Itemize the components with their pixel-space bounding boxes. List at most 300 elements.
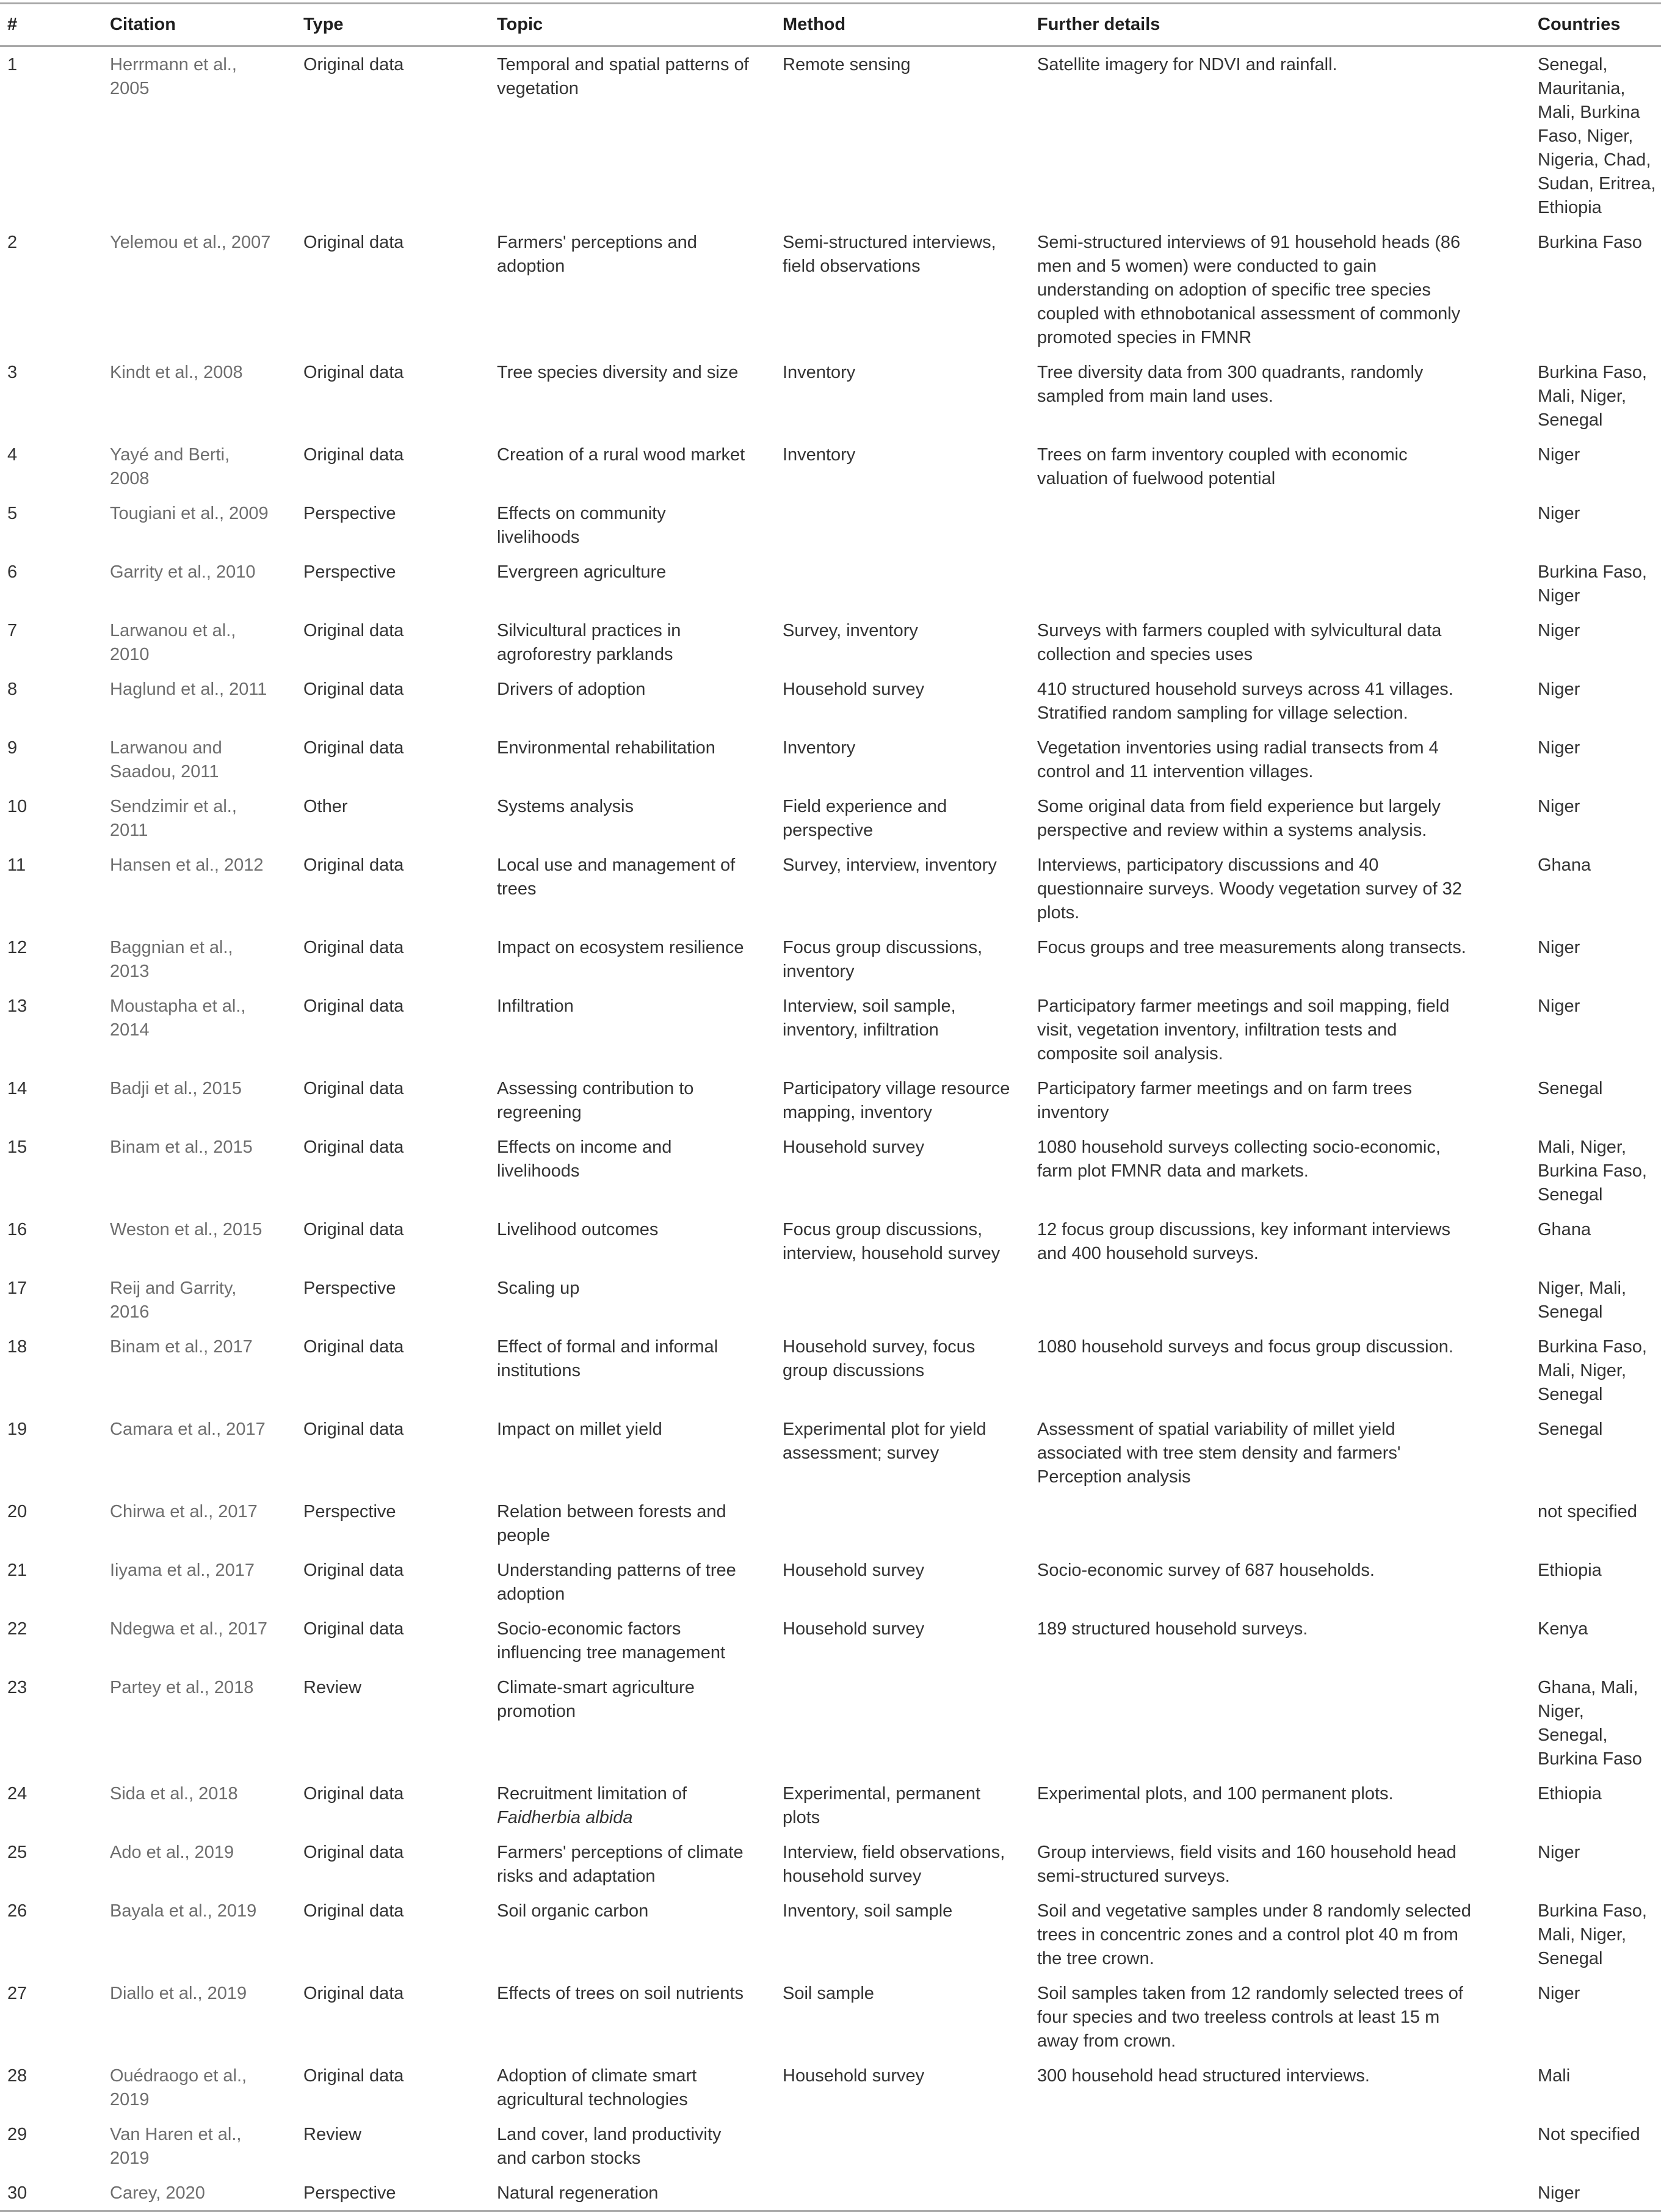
citation-cell-text: Larwanou and Saadou, 2011 [110, 738, 222, 781]
row-number [0, 1271, 103, 1329]
method-cell-text: Inventory, soil sample [783, 1901, 953, 1921]
method-cell-text: Household survey, focus group discussions [783, 1337, 975, 1380]
row-number [0, 988, 103, 1071]
countries-cell-text: Not specified [1538, 2125, 1640, 2144]
details-cell [1030, 554, 1530, 613]
type-cell-text: Original data [303, 1984, 404, 2003]
countries-cell-text: Niger [1538, 738, 1580, 758]
topic-cell-text: Effects of trees on soil nutrients [497, 1984, 744, 2003]
method-cell-text: Interview, soil sample, inventory, infiltration [783, 996, 956, 1040]
row-number [0, 2058, 103, 2117]
topic-cell-text: Effect of formal and informal institutions [497, 1337, 718, 1380]
method-cell-text: Household survey [783, 680, 925, 699]
details-cell-text: Semi-structured interviews of 91 household heads (86 men and 5 women) were conducted to gain understanding on adoption of specific tree species coupled with ethnobotanical assessment of commonly promoted species in FMNR [1037, 233, 1461, 347]
citation-cell [103, 1835, 296, 1893]
table-row [0, 988, 1661, 1071]
method-cell [775, 1071, 1030, 1130]
row-number [0, 672, 103, 730]
citation-cell [103, 988, 296, 1071]
topic-cell-text: Systems analysis [497, 797, 634, 816]
topic-cell-text: Impact on millet yield [497, 1420, 662, 1439]
citation-cell [103, 46, 296, 225]
citation-cell [103, 355, 296, 437]
topic-cell-text: Local use and management of trees [497, 855, 736, 899]
type-cell [296, 225, 490, 355]
row-number [0, 496, 103, 554]
method-cell-text: Household survey [783, 1137, 925, 1157]
topic-cell-text: Natural regeneration [497, 2183, 659, 2203]
topic-cell [490, 613, 775, 672]
citation-cell-text: Bayala et al., 2019 [110, 1901, 257, 1921]
type-cell [296, 1071, 490, 1130]
row-number [0, 355, 103, 437]
method-cell [775, 1893, 1030, 1976]
citation-cell-text: Herrmann et al., 2005 [110, 55, 237, 98]
citation-cell [103, 1212, 296, 1271]
countries-cell-text: Senegal [1538, 1420, 1603, 1439]
countries-cell-text: Mali, Niger, Burkina Faso, Senegal [1538, 1137, 1647, 1205]
details-cell-text: Tree diversity data from 300 quadrants, randomly sampled from main land uses. [1037, 363, 1424, 406]
type-cell [296, 730, 490, 789]
type-cell [296, 496, 490, 554]
topic-cell-text: Adoption of climate smart agricultural technologies [497, 2066, 697, 2109]
row-number [0, 46, 103, 225]
citation-cell [103, 1553, 296, 1611]
citation-cell-text: Chirwa et al., 2017 [110, 1502, 258, 1521]
details-cell [1030, 2117, 1530, 2175]
countries-cell [1530, 1893, 1661, 1976]
details-cell [1030, 847, 1530, 930]
table-row [0, 1893, 1661, 1976]
details-cell [1030, 1329, 1530, 1412]
type-cell [296, 2058, 490, 2117]
method-cell [775, 1494, 1030, 1553]
countries-cell-text: Burkina Faso, Mali, Niger, Senegal [1538, 363, 1647, 430]
topic-cell [490, 496, 775, 554]
countries-cell [1530, 613, 1661, 672]
row-number [0, 1893, 103, 1976]
row-number [0, 2175, 103, 2211]
topic-cell [490, 1776, 775, 1835]
citation-cell-text: Yelemou et al., 2007 [110, 233, 271, 252]
type-cell [296, 1329, 490, 1412]
type-cell-text: Original data [303, 1220, 404, 1239]
countries-cell [1530, 46, 1661, 225]
row-number [0, 789, 103, 847]
citation-cell [103, 1776, 296, 1835]
row-number [0, 613, 103, 672]
countries-cell-text: Burkina Faso, Mali, Niger, Senegal [1538, 1337, 1647, 1404]
citation-cell [103, 1329, 296, 1412]
table-row [0, 1976, 1661, 2058]
countries-cell-text: Burkina Faso, Mali, Niger, Senegal [1538, 1901, 1647, 1968]
type-cell-text: Original data [303, 1784, 404, 1804]
table-row [0, 2175, 1661, 2211]
countries-cell [1530, 988, 1661, 1071]
method-cell [775, 730, 1030, 789]
method-cell [775, 1611, 1030, 1670]
citation-cell [103, 613, 296, 672]
citation-cell-text: Kindt et al., 2008 [110, 363, 243, 382]
topic-cell-text: Climate-smart agriculture promotion [497, 1678, 695, 1721]
row-number [0, 847, 103, 930]
method-cell-text: Participatory village resource mapping, inventory [783, 1079, 1010, 1122]
type-cell-text: Perspective [303, 1278, 396, 1298]
topic-cell-text: Understanding patterns of tree adoption [497, 1561, 736, 1604]
table-row [0, 847, 1661, 930]
details-cell-text: 12 focus group discussions, key informant interviews and 400 household surveys. [1037, 1220, 1450, 1263]
method-cell-text: Soil sample [783, 1984, 874, 2003]
type-cell [296, 2117, 490, 2175]
header-further-details: Further details [1037, 15, 1160, 34]
countries-cell-text: Senegal, Mauritania, Mali, Burkina Faso, Niger, Nigeria, Chad, Sudan, Eritrea, Ethiopia [1538, 55, 1656, 217]
method-cell-text: Field experience and perspective [783, 797, 947, 840]
header-countries: Countries [1538, 15, 1621, 34]
countries-cell [1530, 1271, 1661, 1329]
citation-cell [103, 1412, 296, 1494]
details-cell-text: Soil and vegetative samples under 8 randomly selected trees in concentric zones and a control plot 40 m from the tree crown. [1037, 1901, 1471, 1968]
details-cell [1030, 1412, 1530, 1494]
header-method: Method [783, 15, 846, 34]
details-cell [1030, 789, 1530, 847]
countries-cell [1530, 1835, 1661, 1893]
type-cell-text: Original data [303, 680, 404, 699]
citation-cell-text: Binam et al., 2015 [110, 1137, 253, 1157]
table-row [0, 1670, 1661, 1776]
method-cell-text: Remote sensing [783, 55, 911, 74]
type-cell-text: Review [303, 1678, 362, 1697]
type-cell [296, 1611, 490, 1670]
topic-cell-text: Evergreen agriculture [497, 562, 667, 582]
countries-cell [1530, 2117, 1661, 2175]
details-cell [1030, 1130, 1530, 1212]
details-cell [1030, 1835, 1530, 1893]
type-cell-text: Original data [303, 1079, 404, 1098]
table-row [0, 2058, 1661, 2117]
citation-cell-text: Yayé and Berti, 2008 [110, 445, 230, 488]
topic-cell-text: Farmers' perceptions of climate risks and adaptation [497, 1843, 744, 1886]
citation-cell [103, 789, 296, 847]
method-cell [775, 2058, 1030, 2117]
method-cell [775, 1670, 1030, 1776]
method-cell [775, 1553, 1030, 1611]
type-cell-text: Original data [303, 363, 404, 382]
topic-cell-text: Effects on community livelihoods [497, 504, 666, 547]
details-cell [1030, 988, 1530, 1071]
details-cell-text: Some original data from field experience but largely perspective and review within a systems analysis. [1037, 797, 1441, 840]
type-cell [296, 1271, 490, 1329]
citation-cell [103, 1130, 296, 1212]
topic-cell [490, 1329, 775, 1412]
type-cell [296, 672, 490, 730]
type-cell [296, 1130, 490, 1212]
details-cell [1030, 613, 1530, 672]
citation-cell-text: Moustapha et al., 2014 [110, 996, 246, 1040]
row-number-text: 2 [7, 233, 18, 252]
details-cell-text: Group interviews, field visits and 160 household head semi-structured surveys. [1037, 1843, 1457, 1886]
header-topic: Topic [497, 15, 543, 34]
method-cell [775, 554, 1030, 613]
citation-cell-text: Carey, 2020 [110, 2183, 205, 2203]
type-cell [296, 789, 490, 847]
method-cell [775, 1976, 1030, 2058]
countries-cell [1530, 930, 1661, 988]
table-row [0, 1553, 1661, 1611]
type-cell-text: Original data [303, 621, 404, 640]
topic-cell [490, 46, 775, 225]
method-cell-text: Household survey [783, 1561, 925, 1580]
method-cell [775, 988, 1030, 1071]
countries-cell-text: Burkina Faso, Niger [1538, 562, 1647, 606]
type-cell-text: Original data [303, 55, 404, 74]
header-type: Type [303, 15, 344, 34]
countries-cell-text: Niger [1538, 504, 1580, 523]
details-cell [1030, 730, 1530, 789]
topic-cell [490, 1611, 775, 1670]
countries-cell [1530, 1329, 1661, 1412]
citation-cell [103, 2058, 296, 2117]
method-cell [775, 930, 1030, 988]
details-cell-text: 410 structured household surveys across 41 villages. Stratified random sampling for village selection. [1037, 680, 1453, 723]
details-cell [1030, 355, 1530, 437]
countries-cell-text: Niger [1538, 1843, 1580, 1862]
row-number [0, 437, 103, 496]
method-cell [775, 2117, 1030, 2175]
header-number: # [7, 15, 18, 34]
countries-cell [1530, 1976, 1661, 2058]
details-cell-text: Participatory farmer meetings and on farm trees inventory [1037, 1079, 1413, 1122]
row-number [0, 2117, 103, 2175]
citation-cell [103, 847, 296, 930]
row-number-text: 25 [7, 1843, 27, 1862]
topic-cell-text: Impact on ecosystem resilience [497, 938, 744, 957]
details-cell [1030, 1071, 1530, 1130]
topic-cell-text: Assessing contribution to regreening [497, 1079, 694, 1122]
type-cell [296, 554, 490, 613]
details-cell [1030, 930, 1530, 988]
type-cell [296, 46, 490, 225]
method-cell-text: Survey, interview, inventory [783, 855, 997, 875]
topic-cell [490, 847, 775, 930]
type-cell [296, 355, 490, 437]
topic-cell [490, 1271, 775, 1329]
countries-cell [1530, 1776, 1661, 1835]
row-number [0, 1976, 103, 2058]
countries-cell [1530, 355, 1661, 437]
row-number-text: 26 [7, 1901, 27, 1921]
type-cell-text: Original data [303, 996, 404, 1016]
row-number-text: 24 [7, 1784, 27, 1804]
countries-cell [1530, 1412, 1661, 1494]
citation-cell [103, 2175, 296, 2211]
countries-cell [1530, 1494, 1661, 1553]
details-cell-text: 1080 household surveys collecting socio-economic, farm plot FMNR data and markets. [1037, 1137, 1441, 1181]
citation-cell-text: Sendzimir et al., 2011 [110, 797, 237, 840]
method-cell-text: Focus group discussions, inventory [783, 938, 983, 981]
citation-cell-text: Partey et al., 2018 [110, 1678, 254, 1697]
table-row [0, 1611, 1661, 1670]
topic-cell-text: Socio-economic factors influencing tree management [497, 1619, 726, 1663]
countries-cell-text: not specified [1538, 1502, 1637, 1521]
method-cell [775, 847, 1030, 930]
species-name: Faidherbia albida [497, 1808, 633, 1827]
row-number [0, 1553, 103, 1611]
method-cell-text: Inventory [783, 363, 856, 382]
method-cell-text: Survey, inventory [783, 621, 918, 640]
row-number [0, 554, 103, 613]
countries-cell [1530, 672, 1661, 730]
topic-cell [490, 988, 775, 1071]
details-cell [1030, 46, 1530, 225]
row-number-text: 15 [7, 1137, 27, 1157]
citation-cell-text: Camara et al., 2017 [110, 1420, 266, 1439]
table-row [0, 1776, 1661, 1835]
table-row [0, 496, 1661, 554]
citation-cell-text: Larwanou et al., 2010 [110, 621, 236, 664]
row-number-text: 10 [7, 797, 27, 816]
type-cell [296, 2175, 490, 2211]
table-row [0, 672, 1661, 730]
citation-cell-text: Ado et al., 2019 [110, 1843, 234, 1862]
table-row [0, 930, 1661, 988]
row-number [0, 1670, 103, 1776]
type-cell-text: Other [303, 797, 348, 816]
row-number-text: 14 [7, 1079, 27, 1098]
topic-cell [490, 730, 775, 789]
method-cell [775, 1130, 1030, 1212]
table-row [0, 46, 1661, 225]
table-row [0, 613, 1661, 672]
citation-cell [103, 2117, 296, 2175]
countries-cell [1530, 1071, 1661, 1130]
method-cell-text: Household survey [783, 1619, 925, 1639]
method-cell-text: Experimental, permanent plots [783, 1784, 980, 1827]
table-row [0, 2117, 1661, 2175]
topic-cell [490, 1412, 775, 1494]
countries-cell [1530, 1611, 1661, 1670]
method-cell-text: Focus group discussions, interview, household survey [783, 1220, 1001, 1263]
method-cell [775, 789, 1030, 847]
row-number [0, 1071, 103, 1130]
row-number-text: 3 [7, 363, 18, 382]
topic-cell-text: Environmental rehabilitation [497, 738, 715, 758]
citation-cell [103, 730, 296, 789]
type-cell-text: Original data [303, 2066, 404, 2086]
type-cell-text: Original data [303, 233, 404, 252]
table-row [0, 789, 1661, 847]
countries-cell-text: Ghana, Mali, Niger, Senegal, Burkina Faso [1538, 1678, 1642, 1769]
type-cell-text: Original data [303, 445, 404, 465]
topic-cell-text: Tree species diversity and size [497, 363, 739, 382]
countries-cell-text: Ghana [1538, 855, 1591, 875]
countries-cell-text: Niger [1538, 996, 1580, 1016]
table-row [0, 1835, 1661, 1893]
details-cell-text: 300 household head structured interviews. [1037, 2066, 1370, 2086]
topic-cell-text: Silvicultural practices in agroforestry parklands [497, 621, 681, 664]
type-cell [296, 1835, 490, 1893]
citation-cell-text: Van Haren et al., 2019 [110, 2125, 242, 2168]
details-cell [1030, 1976, 1530, 2058]
citation-cell [103, 672, 296, 730]
countries-cell [1530, 1670, 1661, 1776]
countries-cell-text: Niger [1538, 445, 1580, 465]
topic-cell-text: Creation of a rural wood market [497, 445, 745, 465]
type-cell [296, 1212, 490, 1271]
row-number-text: 30 [7, 2183, 27, 2203]
topic-cell [490, 1553, 775, 1611]
table-row [0, 1494, 1661, 1553]
countries-cell [1530, 1212, 1661, 1271]
row-number-text: 21 [7, 1561, 27, 1580]
table-row [0, 1329, 1661, 1412]
type-cell [296, 1494, 490, 1553]
type-cell-text: Original data [303, 1843, 404, 1862]
countries-cell-text: Niger [1538, 2183, 1580, 2203]
topic-cell-text: Infiltration [497, 996, 574, 1016]
topic-cell [490, 1893, 775, 1976]
details-cell [1030, 1893, 1530, 1976]
type-cell-text: Perspective [303, 504, 396, 523]
citation-cell [103, 1976, 296, 2058]
type-cell-text: Original data [303, 1137, 404, 1157]
row-number [0, 1835, 103, 1893]
table-row [0, 1412, 1661, 1494]
topic-cell [490, 2058, 775, 2117]
type-cell-text: Original data [303, 938, 404, 957]
type-cell-text: Original data [303, 1619, 404, 1639]
table-header [0, 4, 1661, 46]
countries-cell-text: Niger [1538, 621, 1580, 640]
type-cell [296, 1893, 490, 1976]
topic-cell [490, 672, 775, 730]
studies-table [0, 2, 1661, 2212]
details-cell-text: Soil samples taken from 12 randomly selected trees of four species and two treeless controls at least 15 m away from crown. [1037, 1984, 1463, 2051]
topic-cell-text: Farmers' perceptions and adoption [497, 233, 697, 276]
countries-cell [1530, 554, 1661, 613]
type-cell-text: Perspective [303, 562, 396, 582]
row-number [0, 1329, 103, 1412]
method-cell-text: Experimental plot for yield assessment; survey [783, 1420, 986, 1463]
type-cell [296, 613, 490, 672]
type-cell [296, 1776, 490, 1835]
topic-cell [490, 355, 775, 437]
row-number-text: 23 [7, 1678, 27, 1697]
countries-cell-text: Niger [1538, 1984, 1580, 2003]
countries-cell [1530, 730, 1661, 789]
details-cell-text: Focus groups and tree measurements along transects. [1037, 938, 1466, 957]
details-cell [1030, 1670, 1530, 1776]
topic-cell [490, 2175, 775, 2211]
citation-cell-text: Diallo et al., 2019 [110, 1984, 247, 2003]
type-cell-text: Perspective [303, 2183, 396, 2203]
details-cell [1030, 2058, 1530, 2117]
table-row [0, 730, 1661, 789]
row-number [0, 930, 103, 988]
topic-cell [490, 2117, 775, 2175]
citation-cell [103, 554, 296, 613]
countries-cell [1530, 437, 1661, 496]
countries-cell-text: Ghana [1538, 1220, 1591, 1239]
row-number-text: 11 [7, 855, 26, 875]
citation-cell-text: Reij and Garrity, 2016 [110, 1278, 237, 1322]
method-cell-text: Inventory [783, 445, 856, 465]
details-cell-text: Satellite imagery for NDVI and rainfall. [1037, 55, 1337, 74]
type-cell [296, 1976, 490, 2058]
method-cell [775, 1776, 1030, 1835]
method-cell [775, 613, 1030, 672]
citation-cell [103, 225, 296, 355]
row-number-text: 12 [7, 938, 27, 957]
